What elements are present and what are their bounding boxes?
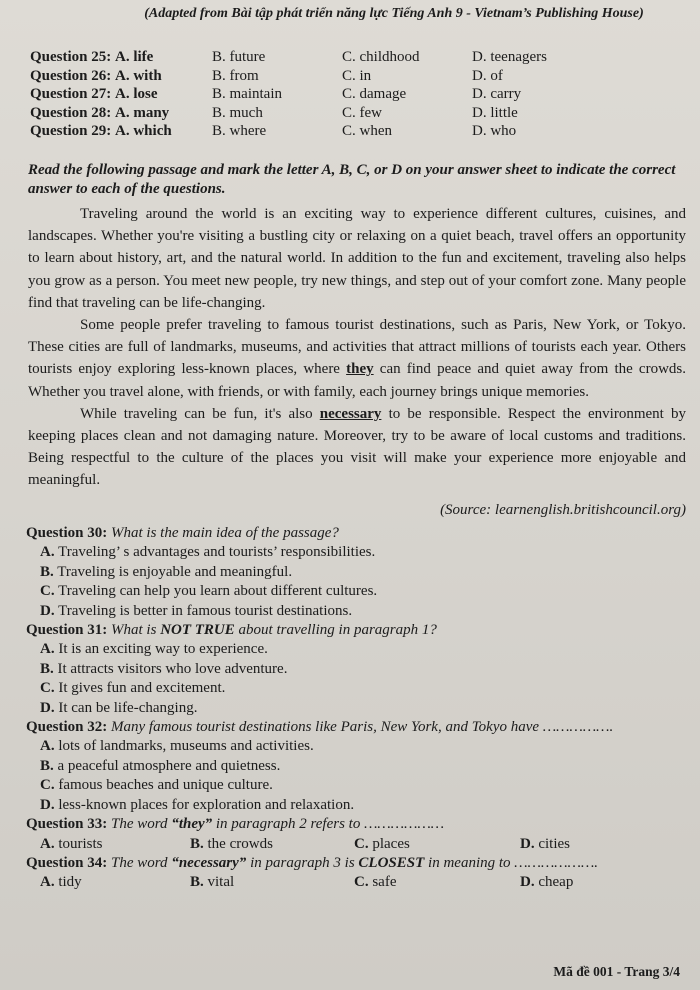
q34-option-a: A. tidy <box>40 874 82 891</box>
reading-instruction: Read the following passage and mark the letter A, B, C, or D on your answer sheet to indicate the correct answer to each of the questions. <box>28 162 676 197</box>
q33-option-c: C. places <box>354 835 410 852</box>
q31-option-b: B. It attracts visitors who love adventure. <box>40 660 288 677</box>
grid-row-q28: Question 28: A. many B. much C. few D. little <box>30 104 518 121</box>
q33-options-row <box>26 835 686 854</box>
q32-option-a: A. lots of landmarks, museums and activities. <box>40 738 314 755</box>
q30-option-d: D. Traveling is better in famous tourist destinations. <box>40 602 353 619</box>
grid-row-q27: Question 27: A. lose B. maintain C. damage D. carry <box>30 86 522 102</box>
q34-option-c: C. safe <box>354 874 397 891</box>
options-grid <box>30 48 690 141</box>
page-footer: Mã đề 001 - Trang 3/4 <box>553 964 680 979</box>
q31-option-c: C. It gives fun and excitement. <box>40 680 226 697</box>
question-30: Question 30: What is the main idea of the passage? <box>26 525 339 541</box>
question-31: Question 31: What is NOT TRUE about travelling in paragraph 1? <box>26 622 437 639</box>
q34-options-row <box>26 873 686 892</box>
questions-block <box>26 524 686 893</box>
q30-option-a: A. Traveling’ s advantages and tourists’ responsibilities. <box>40 544 376 561</box>
question-34: Question 34: The word “necessary” in paragraph 3 is CLOSEST in meaning to ………………. <box>26 854 599 871</box>
passage-paragraph-2: Some people prefer traveling to famous tourist destinations, such as Paris, New York, or Tokyo. These cities are full of landmarks, museums, and activities that attract millions of tourists each year. Others tourists enjoy exploring less-known places, where they can find peace and quiet away from the crowds. Whether you travel alone, with friends, or with family, each journey brings unique memories. <box>28 317 686 400</box>
q33-option-a: A. tourists <box>40 835 103 852</box>
underlined-word-they: they <box>346 361 374 378</box>
q33-option-b: B. the crowds <box>190 835 273 852</box>
grid-row-q25: Question 25: A. life B. future C. childhood D. teenagers <box>30 49 547 65</box>
q33-option-d: D. cities <box>520 835 570 852</box>
passage-paragraph-1: Traveling around the world is an exciting way to experience different cultures, cuisines, and landscapes. Whether you're visiting a bustling city or relaxing on a quiet beach, travel offers an opportunity to learn about history, art, and the natural world. In addition to the fun and excitement, traveling also helps you grow as a person. You meet new people, try new things, and step out of your comfort zone. Many people find that traveling can be life-changing. <box>28 206 686 311</box>
question-32: Question 32: Many famous tourist destinations like Paris, New York, and Tokyo have ……………. <box>26 719 614 736</box>
grid-row-q29: Question 29: A. which B. where C. when D. who <box>30 123 517 139</box>
q34-option-b: B. vital <box>190 874 235 891</box>
passage-source: (Source: learnenglish.britishcouncil.org) <box>440 502 686 518</box>
grid-row-q26: Question 26: A. with B. from C. in D. of <box>30 67 503 84</box>
q30-option-b: B. Traveling is enjoyable and meaningful. <box>40 563 293 580</box>
q31-option-a: A. It is an exciting way to experience. <box>40 641 268 658</box>
q32-option-c: C. famous beaches and unique culture. <box>40 777 273 794</box>
header-source: (Adapted from Bài tập phát triển năng lực Tiếng Anh 9 - Vietnam’s Publishing House) <box>144 6 644 21</box>
passage-paragraph-3: While traveling can be fun, it's also necessary to be responsible. Respect the environment by keeping places clean and not damaging nature. Moreover, try to be aware of local customs and traditions. Being respectful to the culture of the places you visit will make your experience more enjoyable and meaningful. <box>28 405 686 489</box>
question-33: Question 33: The word “they” in paragraph 2 refers to ……………… <box>26 816 445 833</box>
underlined-word-necessary: necessary <box>319 405 382 422</box>
q32-option-b: B. a peaceful atmosphere and quietness. <box>40 757 281 774</box>
q31-option-d: D. It can be life-changing. <box>40 699 198 716</box>
reading-passage <box>28 203 686 492</box>
q30-option-c: C. Traveling can help you learn about different cultures. <box>40 583 378 600</box>
q32-option-d: D. less-known places for exploration and relaxation. <box>40 796 355 813</box>
q34-option-d: D. cheap <box>520 874 574 891</box>
